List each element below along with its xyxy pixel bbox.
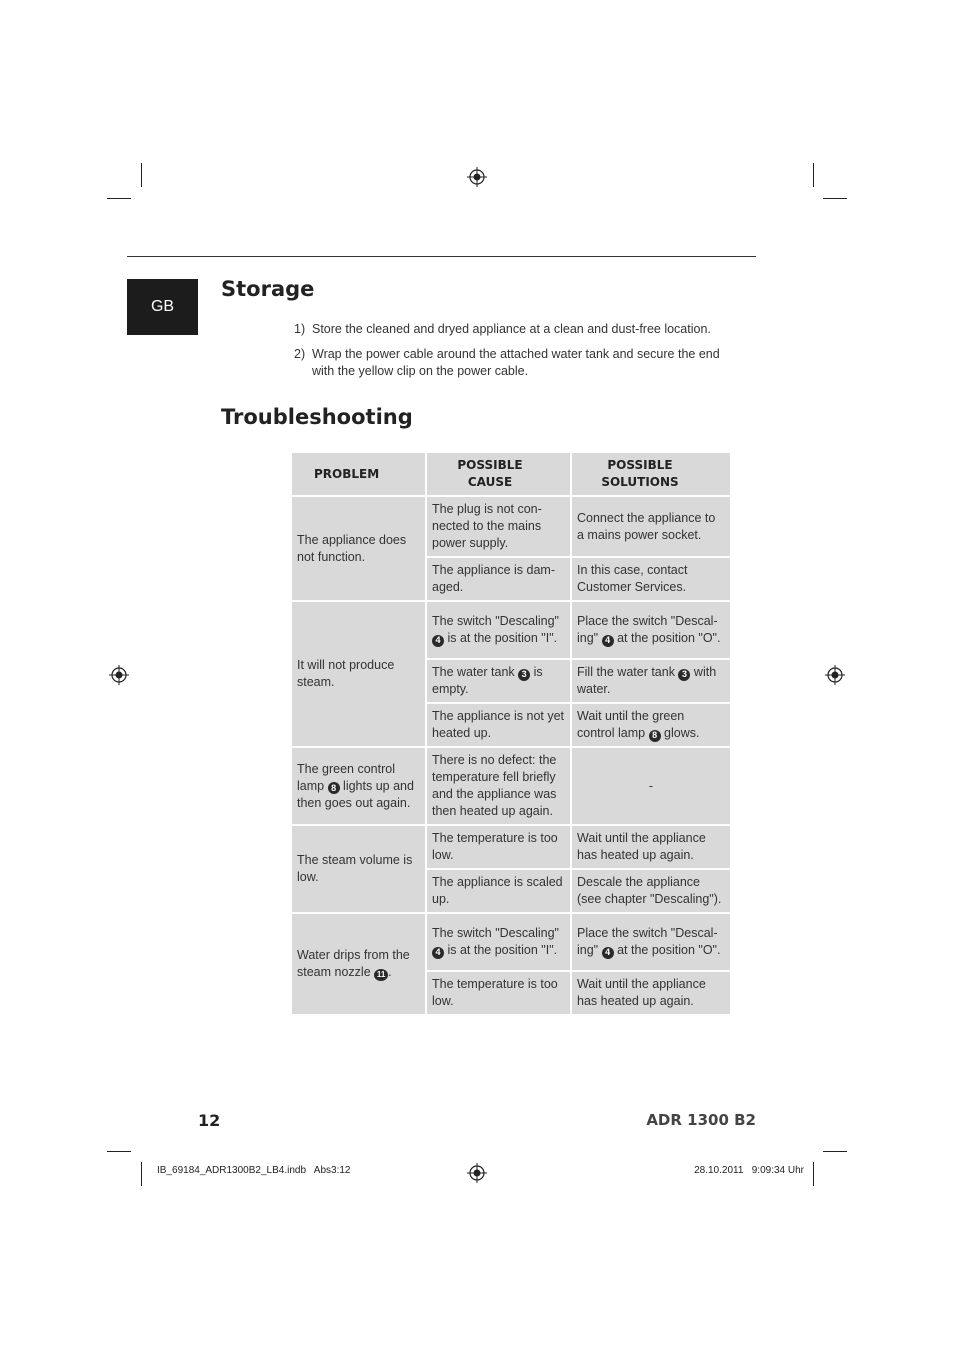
- solution-cell: Fill the water tank 3 with water.: [571, 659, 731, 703]
- cause-cell: The appliance is scaled up.: [426, 869, 571, 913]
- solution-cell: Place the switch "Descal-ing" 4 at the position "O".: [571, 601, 731, 659]
- part-number-badge: 4: [432, 947, 444, 959]
- registration-mark-icon: [109, 665, 129, 685]
- part-number-badge: 4: [602, 947, 614, 959]
- registration-mark-icon: [467, 1163, 487, 1183]
- problem-cell: It will not produce steam.: [291, 601, 426, 747]
- crop-mark: [813, 1162, 814, 1186]
- table-row: [291, 496, 731, 557]
- solution-cell: Wait until the appliance has heated up again.: [571, 971, 731, 1015]
- table-row: [291, 913, 731, 971]
- part-number-badge: 4: [602, 635, 614, 647]
- troubleshooting-table: [290, 451, 732, 1016]
- storage-step: [294, 346, 734, 380]
- solution-cell: Place the switch "Descal-ing" 4 at the position "O".: [571, 913, 731, 971]
- crop-mark: [823, 1151, 847, 1152]
- cause-cell: The switch "Descaling" 4 is at the position "I".: [426, 601, 571, 659]
- header-cause: POSSIBLE CAUSE: [426, 452, 571, 496]
- print-slug-right: 28.10.2011 9:09:34 Uhr: [694, 1165, 804, 1176]
- problem-cell: The green control lamp 8 lights up and then goes out again.: [291, 747, 426, 825]
- crop-mark: [107, 198, 131, 199]
- cause-cell: The appliance is not yet heated up.: [426, 703, 571, 747]
- crop-mark: [141, 1162, 142, 1186]
- cause-cell: The switch "Descaling" 4 is at the position "I".: [426, 913, 571, 971]
- cause-cell: The plug is not con-nected to the mains power supply.: [426, 496, 571, 557]
- troubleshooting-title: Troubleshooting: [221, 405, 413, 429]
- table-row: [291, 825, 731, 869]
- step-number: 1): [294, 322, 306, 336]
- crop-mark: [141, 163, 142, 187]
- solution-cell: In this case, contact Customer Services.: [571, 557, 731, 601]
- step-number: 2): [294, 347, 306, 361]
- registration-mark-icon: [467, 167, 487, 187]
- registration-mark-icon: [825, 665, 845, 685]
- step-text: Wrap the power cable around the attached water tank and secure the end with the yellow clip on the power cable.: [312, 347, 720, 378]
- problem-cell: Water drips from the steam nozzle 11 .: [291, 913, 426, 1015]
- part-number-badge: 3: [518, 669, 530, 681]
- storage-steps: [294, 321, 734, 388]
- solution-cell: Connect the appliance to a mains power socket.: [571, 496, 731, 557]
- table-row: [291, 601, 731, 659]
- problem-cell: The steam volume is low.: [291, 825, 426, 913]
- solution-cell: Descale the appliance (see chapter "Descaling").: [571, 869, 731, 913]
- cause-cell: The water tank 3 is empty.: [426, 659, 571, 703]
- part-number-badge: 4: [432, 635, 444, 647]
- table-header-row: [291, 452, 731, 496]
- header-rule: [127, 256, 756, 257]
- solution-cell: Wait until the green control lamp 8 glows.: [571, 703, 731, 747]
- model-name: ADR 1300 B2: [646, 1111, 756, 1129]
- problem-cell: The appliance does not function.: [291, 496, 426, 601]
- header-solutions: POSSIBLE SOLUTIONS: [571, 452, 731, 496]
- part-number-badge: 11: [374, 969, 388, 981]
- part-number-badge: 3: [678, 669, 690, 681]
- table-row: [291, 747, 731, 825]
- solution-cell: -: [571, 747, 731, 825]
- header-problem: PROBLEM: [291, 452, 426, 496]
- crop-mark: [813, 163, 814, 187]
- storage-step: [294, 321, 734, 338]
- cause-cell: The appliance is dam-aged.: [426, 557, 571, 601]
- step-text: Store the cleaned and dryed appliance at a clean and dust-free location.: [312, 322, 711, 336]
- crop-mark: [823, 198, 847, 199]
- solution-cell: Wait until the appliance has heated up again.: [571, 825, 731, 869]
- storage-title: Storage: [221, 277, 315, 301]
- part-number-badge: 8: [649, 730, 661, 742]
- language-tab: GB: [127, 279, 198, 335]
- cause-cell: There is no defect: the temperature fell briefly and the appliance was then heated up again.: [426, 747, 571, 825]
- crop-mark: [107, 1151, 131, 1152]
- part-number-badge: 8: [328, 782, 340, 794]
- page-number: 12: [198, 1111, 221, 1130]
- cause-cell: The temperature is too low.: [426, 971, 571, 1015]
- print-slug-left: IB_69184_ADR1300B2_LB4.indb Abs3:12: [157, 1165, 351, 1176]
- cause-cell: The temperature is too low.: [426, 825, 571, 869]
